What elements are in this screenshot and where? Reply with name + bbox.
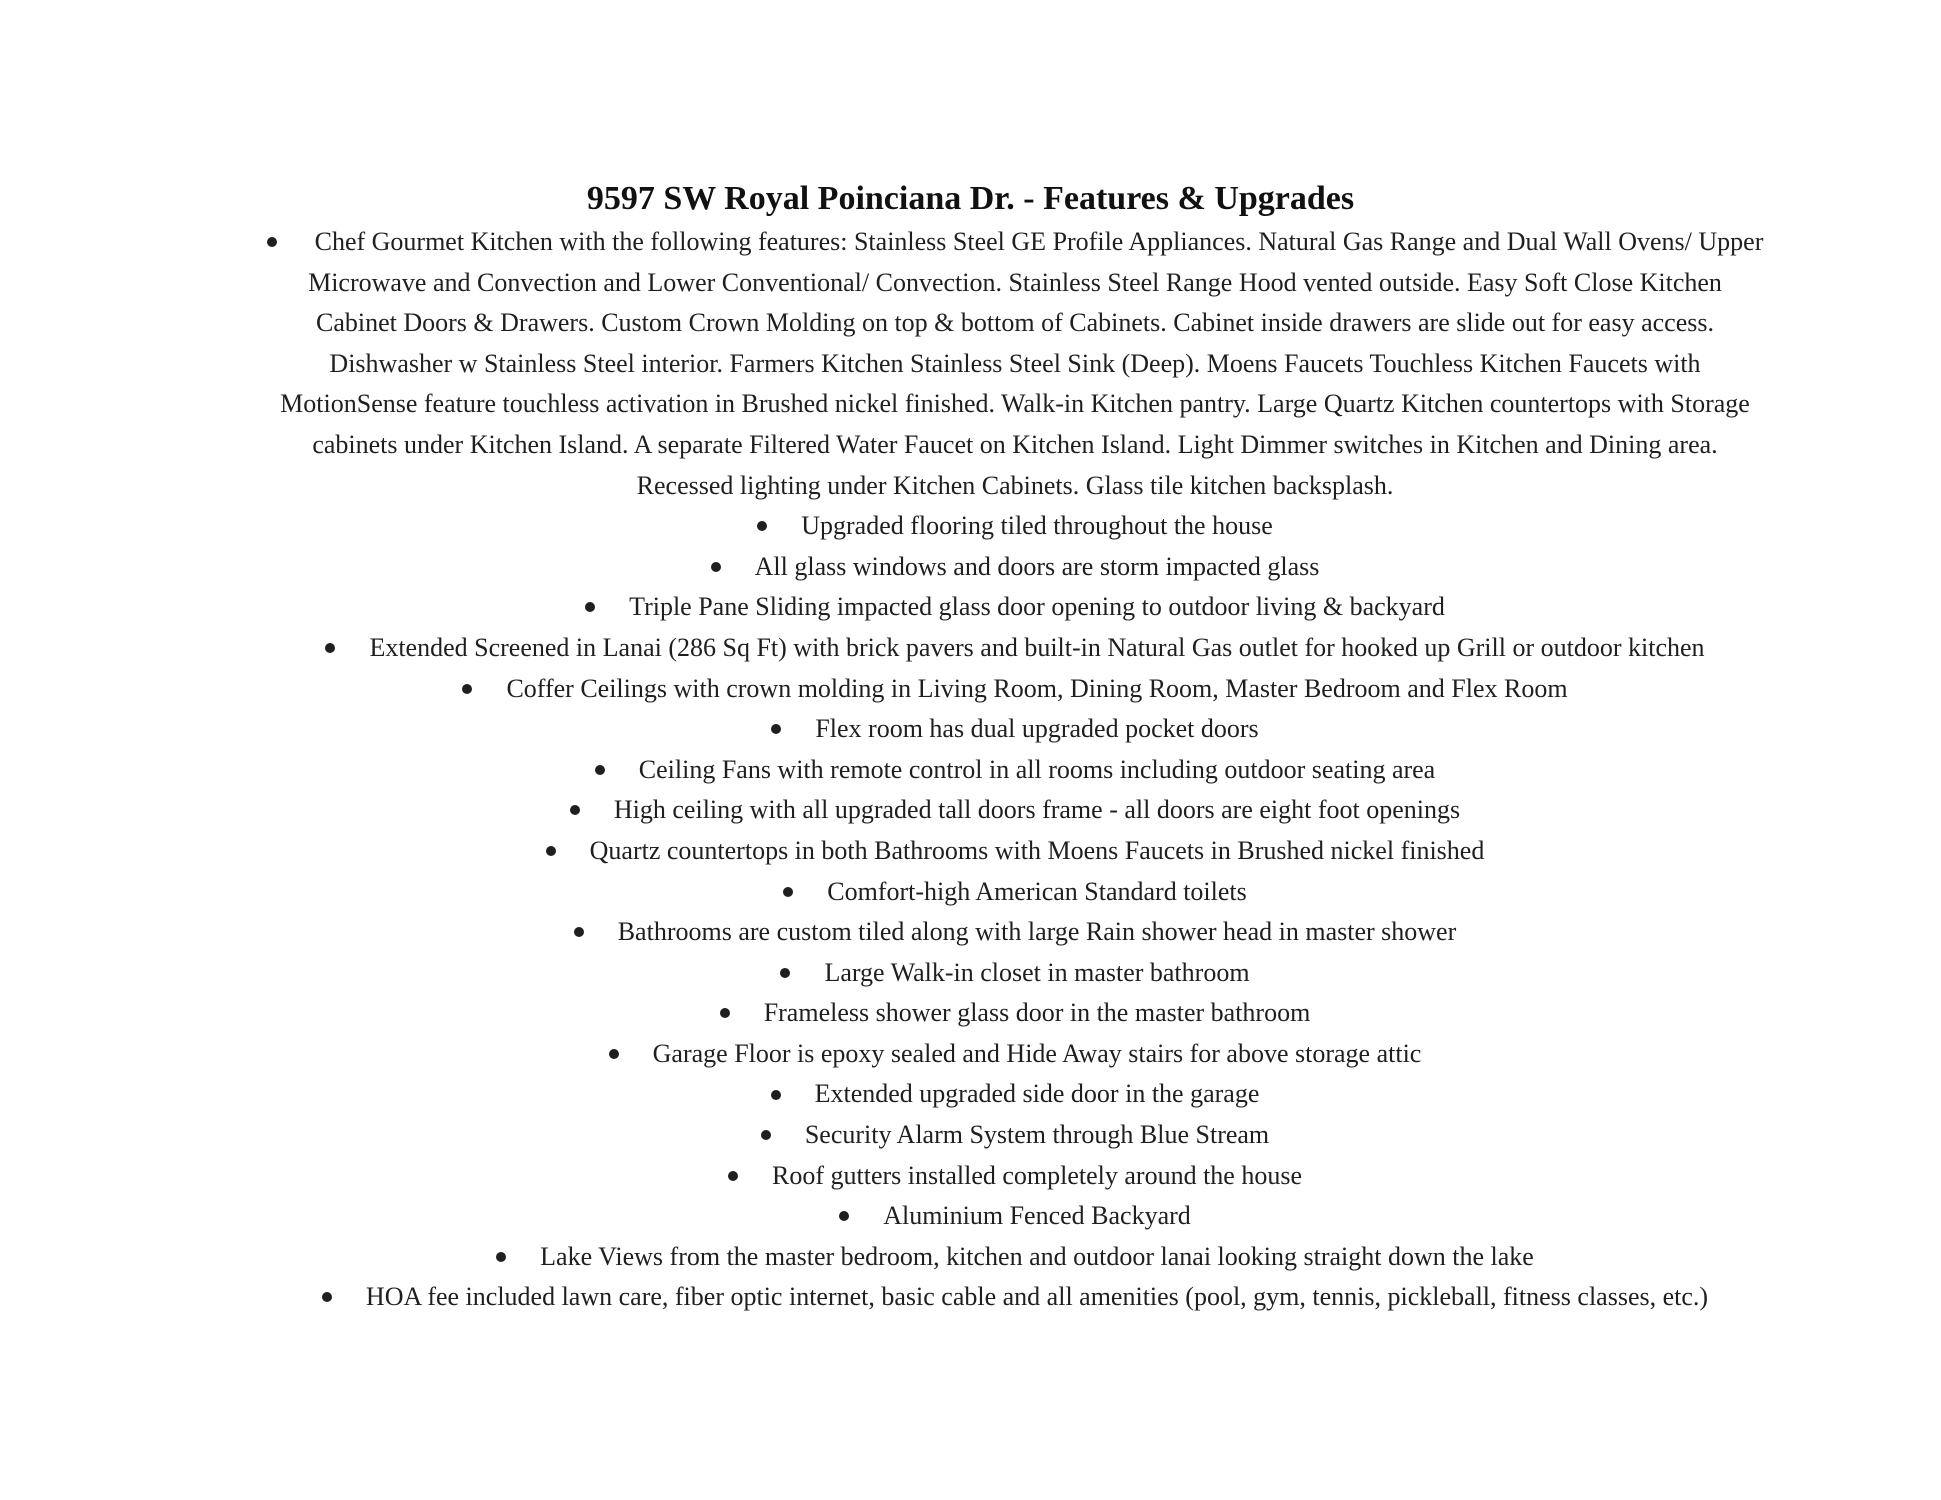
list-item	[265, 993, 1765, 1034]
bullet-icon	[609, 1049, 619, 1059]
list-item	[265, 1074, 1765, 1115]
list-item	[265, 506, 1765, 547]
list-item	[265, 1156, 1765, 1197]
bullet-icon	[780, 968, 790, 978]
document-title: 9597 SW Royal Poinciana Dr. - Features & Upgrades	[586, 180, 1355, 217]
list-item	[265, 628, 1765, 669]
features-list	[265, 222, 1765, 1318]
bullet-icon	[322, 1292, 332, 1302]
bullet-icon	[267, 237, 277, 247]
list-item-text: Large Walk-in closet in master bathroom	[824, 957, 1250, 987]
list-item-text: Flex room has dual upgraded pocket doors	[815, 714, 1259, 744]
list-item	[265, 831, 1765, 872]
list-item	[265, 547, 1765, 588]
list-item-text: Quartz countertops in both Bathrooms with Moens Faucets in Brushed nickel finished	[589, 835, 1485, 865]
bullet-icon	[462, 684, 472, 694]
bullet-icon	[720, 1008, 730, 1018]
list-item	[265, 750, 1765, 791]
list-item	[265, 1196, 1765, 1237]
bullet-icon	[757, 521, 767, 531]
list-item-text: Garage Floor is epoxy sealed and Hide Away stairs for above storage attic	[652, 1038, 1422, 1068]
list-item	[265, 790, 1765, 831]
list-item-text: Comfort-high American Standard toilets	[827, 876, 1247, 906]
bullet-icon	[546, 846, 556, 856]
bullet-icon	[496, 1252, 506, 1262]
bullet-icon	[574, 927, 584, 937]
bullet-icon	[783, 887, 793, 897]
bullet-icon	[771, 724, 781, 734]
list-item	[265, 222, 1765, 506]
list-item	[265, 709, 1765, 750]
list-item-text: Bathrooms are custom tiled along with large Rain shower head in master shower	[617, 917, 1457, 947]
list-item-text: Upgraded flooring tiled throughout the house	[801, 511, 1273, 541]
bullet-icon	[570, 805, 580, 815]
list-item-text: Lake Views from the master bedroom, kitchen and outdoor lanai looking straight down the lake	[540, 1241, 1534, 1271]
bullet-icon	[711, 562, 721, 572]
list-item	[265, 1237, 1765, 1278]
list-item-text: Chef Gourmet Kitchen with the following features: Stainless Steel GE Profile Appliances. Natural Gas Range and Dual Wall Ovens/ Upper Microwave and Convection and Lower Conventional/ Convection. Stainless Steel Range Hood vented outside. Easy Soft Close Kitchen Cabinet Doors & Drawers. Custom Crown Molding on top & bottom of Cabinets. Cabinet inside drawers are slide out for easy access. Dishwasher w Stainless Steel interior. Farmers Kitchen Stainless Steel Sink (Deep). Moens Faucets Touchless Kitchen Faucets with MotionSense feature touchless activation in Brushed nickel finished. Walk-in Kitchen pantry. Large Quartz Kitchen countertops with Storage cabinets under Kitchen Island. A separate Filtered Water Faucet on Kitchen Island. Light Dimmer switches in Kitchen and Dining area. Recessed lighting under Kitchen Cabinets. Glass tile kitchen backsplash.	[280, 227, 1764, 500]
list-item	[265, 872, 1765, 913]
list-item-text: High ceiling with all upgraded tall doors frame - all doors are eight foot openings	[613, 795, 1461, 825]
list-item-text: Roof gutters installed completely around the house	[772, 1160, 1302, 1190]
bullet-icon	[728, 1171, 738, 1181]
list-item-text: Aluminium Fenced Backyard	[883, 1201, 1191, 1231]
list-item-text: Security Alarm System through Blue Stream	[804, 1120, 1270, 1150]
list-item-text: Extended upgraded side door in the garage	[814, 1079, 1260, 1109]
list-item	[265, 587, 1765, 628]
list-item-text: HOA fee included lawn care, fiber optic internet, basic cable and all amenities (pool, gym, tennis, pickleball, fitness classes, etc.)	[365, 1282, 1709, 1312]
list-item-text: Extended Screened in Lanai (286 Sq Ft) with brick pavers and built-in Natural Gas outlet for hooked up Grill or outdoor kitchen	[369, 632, 1705, 662]
list-item-text: All glass windows and doors are storm impacted glass	[754, 551, 1320, 581]
list-item	[265, 912, 1765, 953]
list-item-text: Ceiling Fans with remote control in all rooms including outdoor seating area	[638, 754, 1436, 784]
list-item-text: Triple Pane Sliding impacted glass door opening to outdoor living & backyard	[629, 592, 1445, 622]
list-item-text: Frameless shower glass door in the master bathroom	[763, 998, 1311, 1028]
bullet-icon	[585, 602, 595, 612]
bullet-icon	[839, 1211, 849, 1221]
list-item	[265, 1034, 1765, 1075]
list-item-text: Coffer Ceilings with crown molding in Living Room, Dining Room, Master Bedroom and Flex Room	[506, 673, 1568, 703]
list-item	[265, 1277, 1765, 1318]
list-item	[265, 1115, 1765, 1156]
bullet-icon	[771, 1090, 781, 1100]
list-item	[265, 669, 1765, 710]
list-item	[265, 953, 1765, 994]
bullet-icon	[761, 1130, 771, 1140]
bullet-icon	[595, 765, 605, 775]
bullet-icon	[325, 643, 335, 653]
